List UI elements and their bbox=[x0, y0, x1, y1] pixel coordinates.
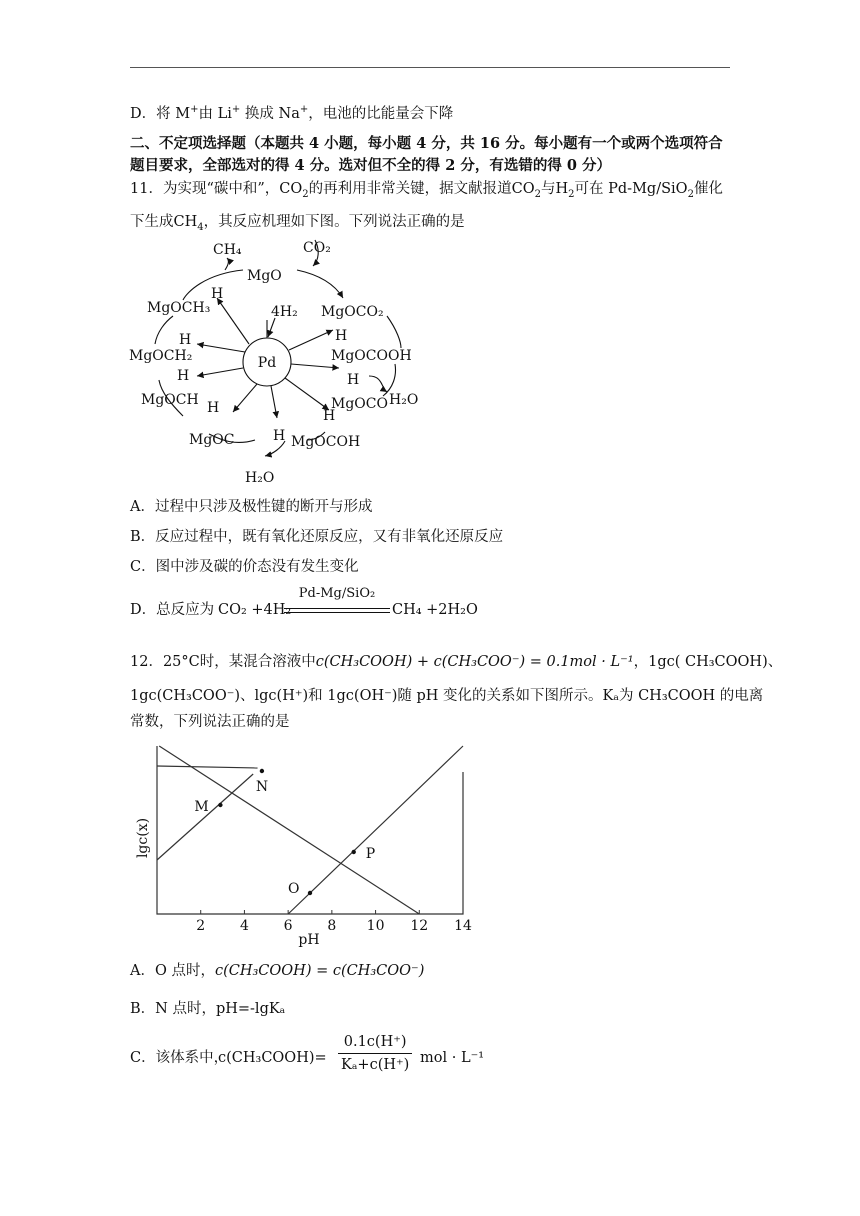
h-label: H bbox=[347, 372, 360, 388]
mechanism-diagram bbox=[125, 236, 435, 490]
point-label-m: M bbox=[194, 799, 209, 815]
point-o bbox=[308, 891, 312, 895]
x-tick-label: 2 bbox=[196, 918, 206, 934]
q11-option-b: B．反应过程中，既有氧化还原反应，又有非氧化还原反应 bbox=[130, 529, 504, 545]
species-mgocooh: MgOCOOH bbox=[331, 348, 412, 364]
h-label: H bbox=[177, 368, 190, 384]
x-tick-label: 8 bbox=[327, 918, 337, 934]
h-label: H bbox=[179, 332, 192, 348]
section2-heading-1: 二、不定项选择题（本题共 4 小题，每小题 4 分，共 16 分。每小题有一个或两个选项符合 bbox=[130, 135, 723, 152]
reaction-arrow: Pd-Mg/SiO₂ bbox=[284, 586, 390, 613]
h-label: H bbox=[273, 428, 286, 444]
species-mgoco: MgOCO bbox=[331, 396, 388, 412]
axis-frame bbox=[157, 746, 463, 914]
series-lgc-ch3cooh bbox=[157, 766, 258, 768]
x-axis-label: pH bbox=[298, 932, 320, 948]
point-n bbox=[260, 769, 264, 773]
header-rule bbox=[130, 67, 730, 68]
h2o-bottom: H₂O bbox=[245, 470, 275, 486]
q11-option-d: D．总反应为 CO₂ +4H₂ Pd-Mg/SiO₂ CH₄ +2H₂O bbox=[130, 586, 478, 618]
species-mgoch: MgOCH bbox=[141, 392, 199, 408]
x-tick-label: 14 bbox=[454, 918, 472, 934]
q11-line2: 下生成$CH_4$，其反应机理如下图。下列说法正确的是 bbox=[130, 214, 465, 233]
point-p bbox=[352, 850, 356, 854]
q12-option-a: A．O 点时，c(CH₃COOH) = c(CH₃COO⁻) bbox=[130, 963, 425, 979]
q11-option-c: C．图中涉及碳的价态没有发生变化 bbox=[130, 559, 359, 575]
h2-in: 4H₂ bbox=[271, 304, 298, 320]
h-label: H bbox=[211, 286, 224, 302]
q12-line2: 1gc(CH₃COO⁻)、lgc(H⁺)和 1gc(OH⁻)随 pH 变化的关系如下图所示。Kₐ为 CH₃COOH 的电离 bbox=[130, 688, 764, 704]
pd-center: Pd bbox=[257, 355, 277, 371]
x-tick-label: 4 bbox=[239, 918, 249, 934]
q11-option-a: A．过程中只涉及极性键的断开与形成 bbox=[130, 499, 373, 515]
h-label: H bbox=[335, 328, 348, 344]
point-label-p: P bbox=[365, 846, 376, 862]
y-axis-label: lgc(x) bbox=[135, 817, 151, 859]
h-label: H bbox=[207, 400, 220, 416]
h2o-right: H₂O bbox=[389, 392, 419, 408]
prev-option-d: D．将 M+由 Li+ 换成 Na+，电池的比能量会下降 bbox=[130, 104, 454, 122]
species-mgoco2: MgOCO₂ bbox=[321, 304, 384, 320]
species-mgo: MgO bbox=[247, 268, 282, 284]
point-label-n: N bbox=[255, 779, 269, 795]
q12-option-c: C．该体系中， c(CH₃COOH)= $\frac{0.1c(H^+)}{\text{Kₐ+c(H⁺)}}$ mol · L⁻¹ bbox=[130, 1034, 485, 1073]
c-fraction: $\frac{0.1c(H^+)}{\text{Kₐ+c(H⁺)}}$ bbox=[338, 1032, 412, 1075]
species-mgoch3: MgOCH₃ bbox=[147, 300, 211, 316]
q12-option-b: B．N 点时，pH=-lgKₐ bbox=[130, 1001, 286, 1017]
co2-in: CO₂ bbox=[303, 240, 331, 256]
x-tick-label: 10 bbox=[366, 918, 385, 934]
point-m bbox=[218, 803, 222, 807]
q11-line1: 11．为实现“碳中和”，$CO_2$的再利用非常关键，据文献报道$CO_2$与$H_2$可在 Pd-Mg/SiO$_2$催化 bbox=[130, 181, 723, 200]
section2-heading-2: 题目要求，全部选对的得 4 分。选对但不全的得 2 分，有选错的得 0 分） bbox=[130, 157, 612, 174]
point-label-o: O bbox=[288, 881, 300, 897]
h-label: H bbox=[323, 408, 336, 424]
x-tick-label: 12 bbox=[410, 918, 429, 934]
x-tick-label: 6 bbox=[283, 918, 293, 934]
ch4-out: CH₄ bbox=[213, 242, 242, 258]
species-mgoc: MgOC bbox=[189, 432, 235, 448]
q12-line1: 12．25°C时，某混合溶液中c(CH₃COOH) + c(CH₃COO⁻) = 0.1mol · L⁻¹，1gc( CH₃COOH)、 bbox=[130, 654, 783, 670]
species-mgocoh: MgOCOH bbox=[291, 434, 361, 450]
lgc-ph-chart bbox=[125, 738, 485, 950]
q12-line3: 常数，下列说法正确的是 bbox=[130, 714, 290, 730]
series-lgc-oh bbox=[288, 746, 463, 914]
series-lgc-ch3coo bbox=[157, 774, 253, 860]
species-mgoch2: MgOCH₂ bbox=[129, 348, 193, 364]
